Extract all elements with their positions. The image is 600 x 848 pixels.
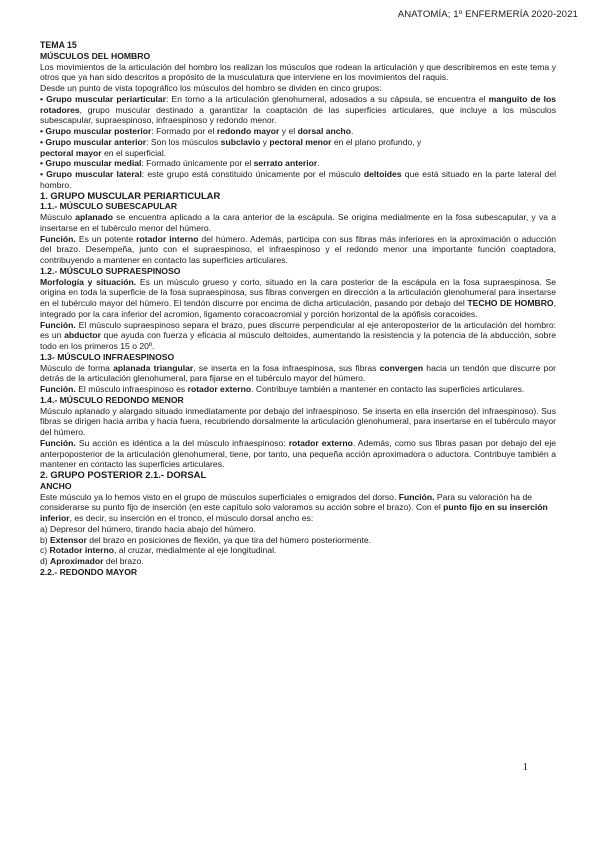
bold-text: • Grupo muscular posterior — [40, 126, 152, 136]
bold-text: • Grupo muscular medial — [40, 158, 142, 169]
bold-text: Función. — [40, 384, 76, 394]
text: y el — [279, 126, 298, 136]
group-medial — [40, 158, 556, 169]
text: : este grupo está constituido únicamente por el músculo — [141, 169, 364, 179]
heading-supraespinoso: 1.2.- MÚSCULO SUPRAESPINOSO — [40, 265, 181, 276]
bold-text: Función. — [398, 491, 435, 502]
list-marker: a) — [40, 523, 51, 534]
section-title: MÚSCULOS DEL HOMBRO — [40, 50, 151, 61]
text: del brazo en posiciones de flexión, ya que tira del húmero posteriormente. — [86, 534, 372, 545]
bold-text: • Grupo muscular lateral — [40, 169, 142, 179]
group-anterior — [40, 137, 556, 159]
text: que está situado en la parte lateral del hombro. — [40, 169, 557, 190]
group-lateral — [40, 169, 556, 191]
heading-grupo-posterior: 2. GRUPO POSTERIOR 2.1.- DORSAL — [40, 469, 207, 480]
bold-text: dorsal ancho — [297, 126, 352, 136]
heading-redondo-mayor: 2.2.- REDONDO MAYOR — [40, 566, 138, 577]
text: . Además, como sus fibras pasan por debajo del eje anterpoposterior de la articulación glenohumeral, tiene, por tanto, una pequeña acción aproximadora o aductora. Contribuye también a mantener en contacto las superficies articulares. — [40, 437, 557, 470]
redondo-menor-paragraph: Músculo aplanado y alargado situado inmediatamente por debajo del infraespinoso. Se inserta en ella inserción del infraespinoso). Sus fibras se dirigen hacia arriba y hacia fuera, recubriendo dorsalmente la articulación glenohumeral, para insertarse en el tubérculo mayor del húmero. — [40, 405, 556, 437]
text: Es un potente — [75, 233, 137, 244]
page-content — [40, 40, 556, 578]
group-posterior — [40, 126, 556, 137]
text: y — [260, 136, 270, 147]
bold-text: Extensor — [50, 534, 87, 545]
text: Depresor del húmero, tirando hacia abajo del húmero. — [50, 523, 256, 534]
bold-text: pectoral menor — [269, 136, 332, 147]
intro-paragraph: Los movimientos de la articulación del hombro los realizan los músculos que rodean la articulación y que describiremos en este tema y otros que ya han sido descritos a propósito de la musculatura que interviene en los movimientos del raquis. — [40, 61, 556, 83]
subescapular-function — [40, 234, 556, 266]
list-item — [40, 524, 556, 535]
bold-text: Morfología y situación. — [40, 276, 137, 287]
text: en el plano profundo, y — [331, 136, 422, 147]
intro-paragraph-2: Desde un punto de vista topográfico los músculos del hombro se dividen en cinco grupos: — [40, 83, 382, 93]
bold-text: aplanada triangular — [113, 362, 194, 373]
infraespinoso-function — [40, 384, 556, 395]
bold-text: • Grupo muscular anterior — [40, 136, 147, 147]
list-marker: b) — [40, 534, 51, 545]
text: El músculo infraespinoso es — [75, 384, 188, 394]
bold-text: Rotador interno — [49, 545, 114, 556]
bold-text: convergen — [379, 362, 424, 373]
infraespinoso-paragraph — [40, 363, 556, 385]
tema-title: TEMA 15 — [40, 40, 77, 50]
bold-text: TECHO DE HOMBRO — [467, 298, 554, 308]
text: Músculo de forma — [40, 362, 114, 373]
text: . Contribuye también a mantener en contacto las superficies articulares. — [251, 384, 525, 394]
bold-text: rotador externo — [288, 437, 353, 448]
redondo-menor-function — [40, 438, 556, 470]
bold-text: punto fijo en su inserción inferior — [40, 502, 548, 523]
text: . — [351, 126, 354, 136]
bold-text: • Grupo muscular periarticular — [40, 93, 167, 104]
bold-text: deltoides — [363, 169, 402, 179]
bold-text: rotador externo — [187, 384, 252, 394]
bold-text: abductor — [64, 330, 101, 341]
text: : Son los músculos — [146, 136, 221, 147]
list-item — [40, 556, 556, 567]
group-periarticular — [40, 94, 556, 126]
text: en el superficial. — [101, 147, 167, 158]
heading-periarticular: 1. GRUPO MUSCULAR PERIARTICULAR — [40, 189, 221, 201]
bold-text: Función. — [40, 319, 76, 330]
bold-text: manguito de los rotadores — [40, 93, 557, 115]
heading-infraespinoso: 1.3- MÚSCULO INFRAESPINOSO — [40, 351, 175, 362]
list-marker: c) — [40, 545, 50, 556]
bold-text: Función. — [40, 437, 76, 448]
text: Este músculo ya lo hemos visto en el grupo de músculos superficiales o emigrados del dorso. — [40, 491, 399, 502]
bold-text: Función. — [40, 233, 76, 244]
text: del brazo. — [103, 556, 144, 566]
text: . — [317, 158, 320, 169]
text: Músculo — [40, 212, 76, 222]
list-marker: d) — [40, 556, 51, 566]
text: : En torno a la articulación glenohumeral, adosados a su cápsula, se encuentra el — [166, 93, 489, 104]
heading-redondo-menor: 1.4.- MÚSCULO REDONDO MENOR — [40, 394, 184, 405]
bold-text: subclavio — [220, 136, 261, 147]
text: El músculo supraespinoso separa el brazo, pues discurre perpendicular al eje anteroposterior de la articulación del hombro: es un — [40, 319, 556, 341]
text: del húmero. Además, participa con sus fibras más inferiores en la aproximación o aducción del brazo. Desempeña, junto con el supraespinoso, el infraespinoso y el redondo menor una importante función coaptadora, contribuyendo a mantener en contacto las superficies articulares. — [40, 233, 557, 265]
text: Su acción es idéntica a la del músculo infraespinoso: — [75, 437, 289, 448]
supraespinoso-function — [40, 320, 556, 352]
bold-text: redondo mayor — [216, 126, 280, 136]
text: : Formado por el — [151, 126, 217, 136]
supraespinoso-paragraph — [40, 277, 556, 320]
text: Es un músculo grueso y corto, situado en la cara posterior de la escápula en la fosa supraespinosa. Se origina en toda la superficie de la fosa supraespinosa, sus fibras convergen en dirección a la articulación glenohumeral para insertarse en el tubérculo mayor del húmero. El tendón discurre por encima de dicha articulación, pasando por debajo del — [40, 276, 556, 308]
bold-text: pectoral mayor — [40, 147, 102, 158]
text: : Formado únicamente por el — [141, 158, 254, 169]
text: hacia un tendón que discurre por detrás de la articulación glenohumeral, para fijarse en el tubérculo mayor del húmero. — [40, 362, 556, 384]
bold-text: rotador interno — [136, 233, 199, 244]
text: , grupo muscular destinado a garantizar la coaptación de las superficies articulares, que incluye a los músculos subescapular, supraespinoso, infraespinoso y redondo menor. — [40, 104, 556, 126]
text: , integrado por la cara inferior del acromion, ligamento coracoacromial y porción horizontal de la apófisis coracoides. — [40, 298, 556, 319]
page-number: 1 — [522, 761, 528, 773]
list-item — [40, 535, 556, 546]
list-item — [40, 545, 556, 556]
bold-text: aplanado — [75, 212, 113, 222]
text: , es decir, su inserción en el tronco, el músculo dorsal ancho es: — [69, 513, 314, 523]
heading-subescapular: 1.1.- MÚSCULO SUBESCAPULAR — [40, 201, 178, 212]
text: , al cruzar, medialmente al eje longitudinal. — [114, 545, 277, 556]
subescapular-paragraph — [40, 212, 556, 234]
text: se encuentra aplicado a la cara anterior de la escápula. Se origina medialmente en la fosa subescapular, y va a insertarse en el tubérculo menor del húmero. — [40, 212, 557, 233]
heading-ancho: ANCHO — [40, 480, 72, 491]
text: que ayuda con fuerza y eficacia al músculo deltoides, aumentando la resistencia y la potencia de la abducción, sobre todo en los primeros 15 o 20º. — [40, 330, 556, 351]
bold-text: Aproximador — [50, 556, 104, 566]
dorsal-ancho-paragraph — [40, 492, 556, 524]
text: Para su valoración ha de considerarse su punto fijo de inserción (en este capítulo solo valoramos su acción sobre el brazo). Con el — [40, 491, 533, 513]
bold-text: serrato anterior — [253, 158, 318, 169]
text: , se inserta en la fosa infraespinosa, sus fibras — [193, 362, 380, 373]
running-header: ANATOMÍA; 1º ENFERMERÍA 2020-2021 — [397, 9, 578, 20]
